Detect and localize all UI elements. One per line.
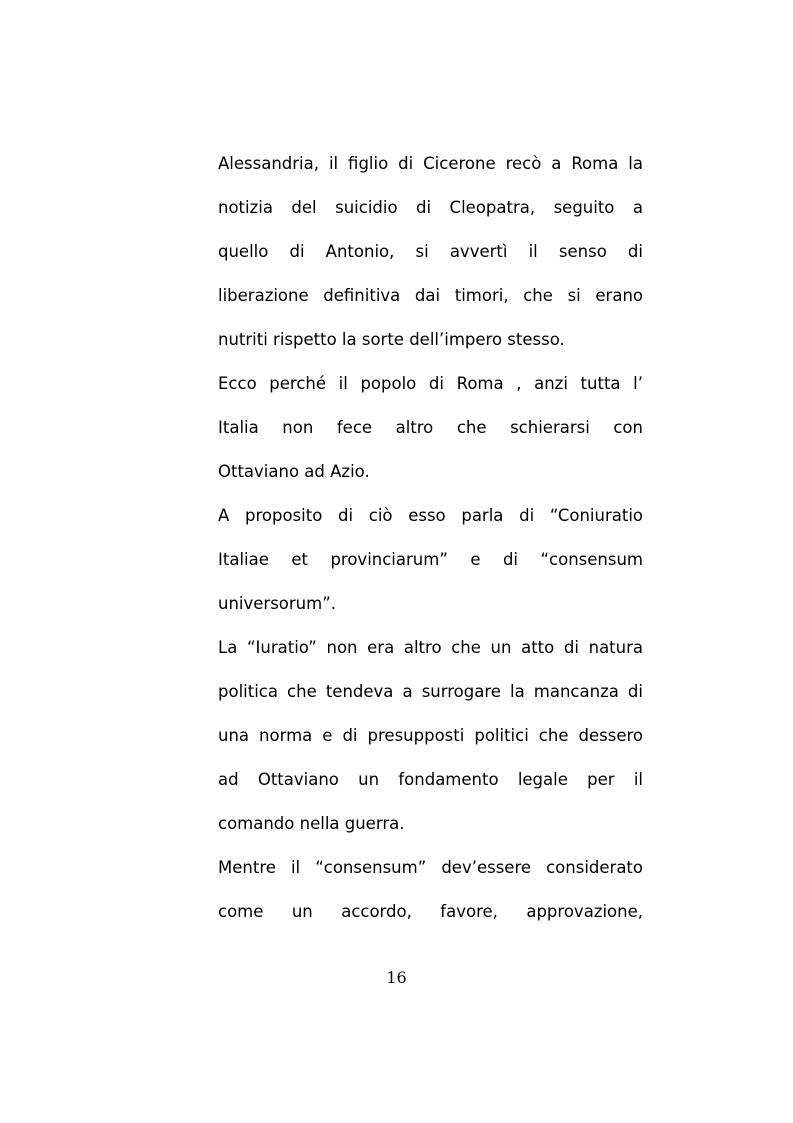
text-line: ad Ottaviano un fondamento legale per il	[218, 770, 643, 789]
text-line: Ottaviano ad Azio.	[218, 462, 370, 481]
text-line: politica che tendeva a surrogare la mancanza di	[218, 682, 643, 701]
text-line: A proposito di ciò esso parla di “Coniuratio	[218, 506, 643, 525]
text-line: La “Iuratio” non era altro che un atto di natura	[218, 638, 643, 657]
text-line: Italia non fece altro che schierarsi con	[218, 418, 643, 437]
text-line: Alessandria, il figlio di Cicerone recò a Roma la	[218, 154, 643, 173]
text-line: quello di Antonio, si avvertì il senso di	[218, 242, 643, 261]
text-line: liberazione definitiva dai timori, che si erano	[218, 286, 643, 305]
text-line: come un accordo, favore, approvazione,	[218, 902, 643, 921]
text-line: Ecco perché il popolo di Roma , anzi tutta l’	[218, 374, 643, 393]
body-text	[218, 148, 643, 940]
text-line: Mentre il “consensum” dev’essere considerato	[218, 858, 643, 877]
text-line: nutriti rispetto la sorte dell’impero stesso.	[218, 330, 565, 349]
text-line: comando nella guerra.	[218, 814, 405, 833]
text-line: una norma e di presupposti politici che dessero	[218, 726, 643, 745]
text-line: Italiae et provinciarum” e di “consensum	[218, 550, 643, 569]
text-line: universorum”.	[218, 594, 336, 613]
page-number: 16	[386, 968, 407, 987]
text-line: notizia del suicidio di Cleopatra, seguito a	[218, 198, 643, 217]
